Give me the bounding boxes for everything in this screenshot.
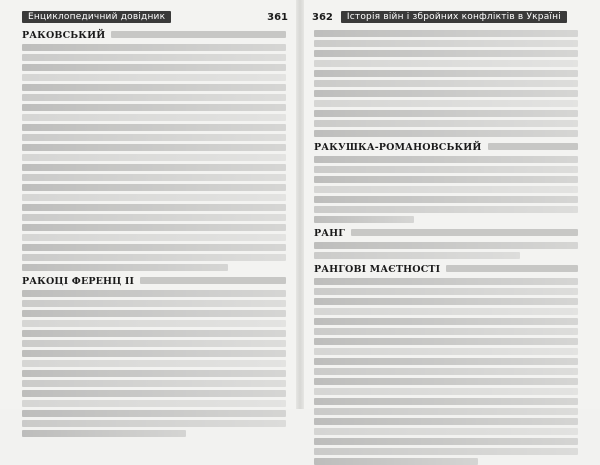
text-line <box>314 166 578 173</box>
continuation-paragraph <box>314 30 578 137</box>
text-line <box>314 120 578 127</box>
text-line <box>351 229 578 236</box>
entry-heading <box>314 228 578 239</box>
text-line <box>314 298 578 305</box>
book-gutter <box>296 0 304 409</box>
right-page-number: 362 <box>312 11 333 23</box>
text-line <box>22 310 286 317</box>
text-line <box>111 31 286 38</box>
right-header-label: Історія війн і збройних конфліктів в Україні <box>341 11 567 23</box>
right-text-column <box>314 30 578 399</box>
entry-rangovi-maietnosti <box>314 264 578 465</box>
text-line <box>314 196 578 203</box>
entry-rang <box>314 228 578 259</box>
text-line <box>314 378 578 385</box>
text-line <box>314 398 578 405</box>
headword-rangovi-maietnosti: РАНГОВІ МАЄТНОСТІ <box>314 264 441 275</box>
text-line <box>22 124 286 131</box>
text-line <box>22 44 286 51</box>
text-line <box>22 300 286 307</box>
entry-heading <box>22 276 286 287</box>
headword-rang: РАНГ <box>314 228 346 239</box>
text-line <box>314 328 578 335</box>
text-line <box>22 330 286 337</box>
text-line <box>22 264 228 271</box>
text-line <box>22 370 286 377</box>
text-line <box>314 358 578 365</box>
text-line <box>22 164 286 171</box>
text-line <box>446 265 578 272</box>
text-line <box>314 40 578 47</box>
text-line <box>22 104 286 111</box>
text-line <box>314 206 578 213</box>
entry-heading <box>22 30 286 41</box>
text-line <box>22 244 286 251</box>
text-line <box>22 64 286 71</box>
text-line <box>22 144 286 151</box>
text-line <box>314 130 578 137</box>
text-line <box>314 418 578 425</box>
text-line <box>22 154 286 161</box>
text-line <box>314 408 578 415</box>
text-line <box>22 54 286 61</box>
text-line <box>314 278 578 285</box>
text-line <box>314 176 578 183</box>
headword-rakushka: РАКУШКА-РОМАНОВСЬКИЙ <box>314 142 482 153</box>
text-line <box>22 290 286 297</box>
entry-rakushka <box>314 142 578 223</box>
text-line <box>22 194 286 201</box>
text-line <box>314 368 578 375</box>
left-running-header <box>22 10 288 24</box>
text-line <box>314 288 578 295</box>
text-line <box>22 390 286 397</box>
text-line <box>314 110 578 117</box>
text-line <box>314 50 578 57</box>
text-line <box>22 320 286 327</box>
entry-heading <box>314 142 578 153</box>
right-page <box>304 0 600 409</box>
text-line <box>314 60 578 67</box>
text-line <box>22 380 286 387</box>
text-line <box>314 100 578 107</box>
text-line <box>314 30 578 37</box>
headword-rakovskyi: РАКОВСЬКИЙ <box>22 30 106 41</box>
text-line <box>314 308 578 315</box>
text-line <box>22 184 286 191</box>
text-line <box>22 114 286 121</box>
text-line <box>314 252 520 259</box>
text-line <box>314 388 578 395</box>
text-line <box>314 156 578 163</box>
text-line <box>22 204 286 211</box>
text-line <box>22 410 286 417</box>
text-line <box>22 94 286 101</box>
text-line <box>314 338 578 345</box>
entry-rakotsi <box>22 276 286 437</box>
text-line <box>22 254 286 261</box>
text-line <box>314 90 578 97</box>
text-line <box>22 134 286 141</box>
left-header-label: Енциклопедичний довідник <box>22 11 171 23</box>
text-line <box>314 70 578 77</box>
text-line <box>314 348 578 355</box>
entry-heading <box>314 264 578 275</box>
headword-rakotsi: РАКОЦІ ФЕРЕНЦ ІІ <box>22 276 135 287</box>
text-line <box>314 318 578 325</box>
text-line <box>314 186 578 193</box>
text-line <box>22 224 286 231</box>
text-line <box>22 350 286 357</box>
text-line <box>314 80 578 87</box>
left-page-number: 361 <box>267 11 288 23</box>
text-line <box>22 214 286 221</box>
entry-rakovskyi <box>22 30 286 271</box>
text-line <box>22 360 286 367</box>
text-line <box>22 84 286 91</box>
text-line <box>22 174 286 181</box>
text-line <box>314 242 578 249</box>
text-line <box>488 143 578 150</box>
text-line <box>314 438 578 445</box>
text-line <box>314 448 578 455</box>
left-page <box>0 0 296 409</box>
text-line <box>140 277 286 284</box>
text-line <box>22 234 286 241</box>
text-line <box>22 400 286 407</box>
text-line <box>22 74 286 81</box>
text-line <box>22 430 186 437</box>
text-line <box>22 340 286 347</box>
text-line <box>314 458 478 465</box>
text-line <box>22 420 286 427</box>
text-line <box>314 428 578 435</box>
text-line <box>314 216 414 223</box>
right-running-header <box>312 10 578 24</box>
left-text-column <box>22 30 286 399</box>
